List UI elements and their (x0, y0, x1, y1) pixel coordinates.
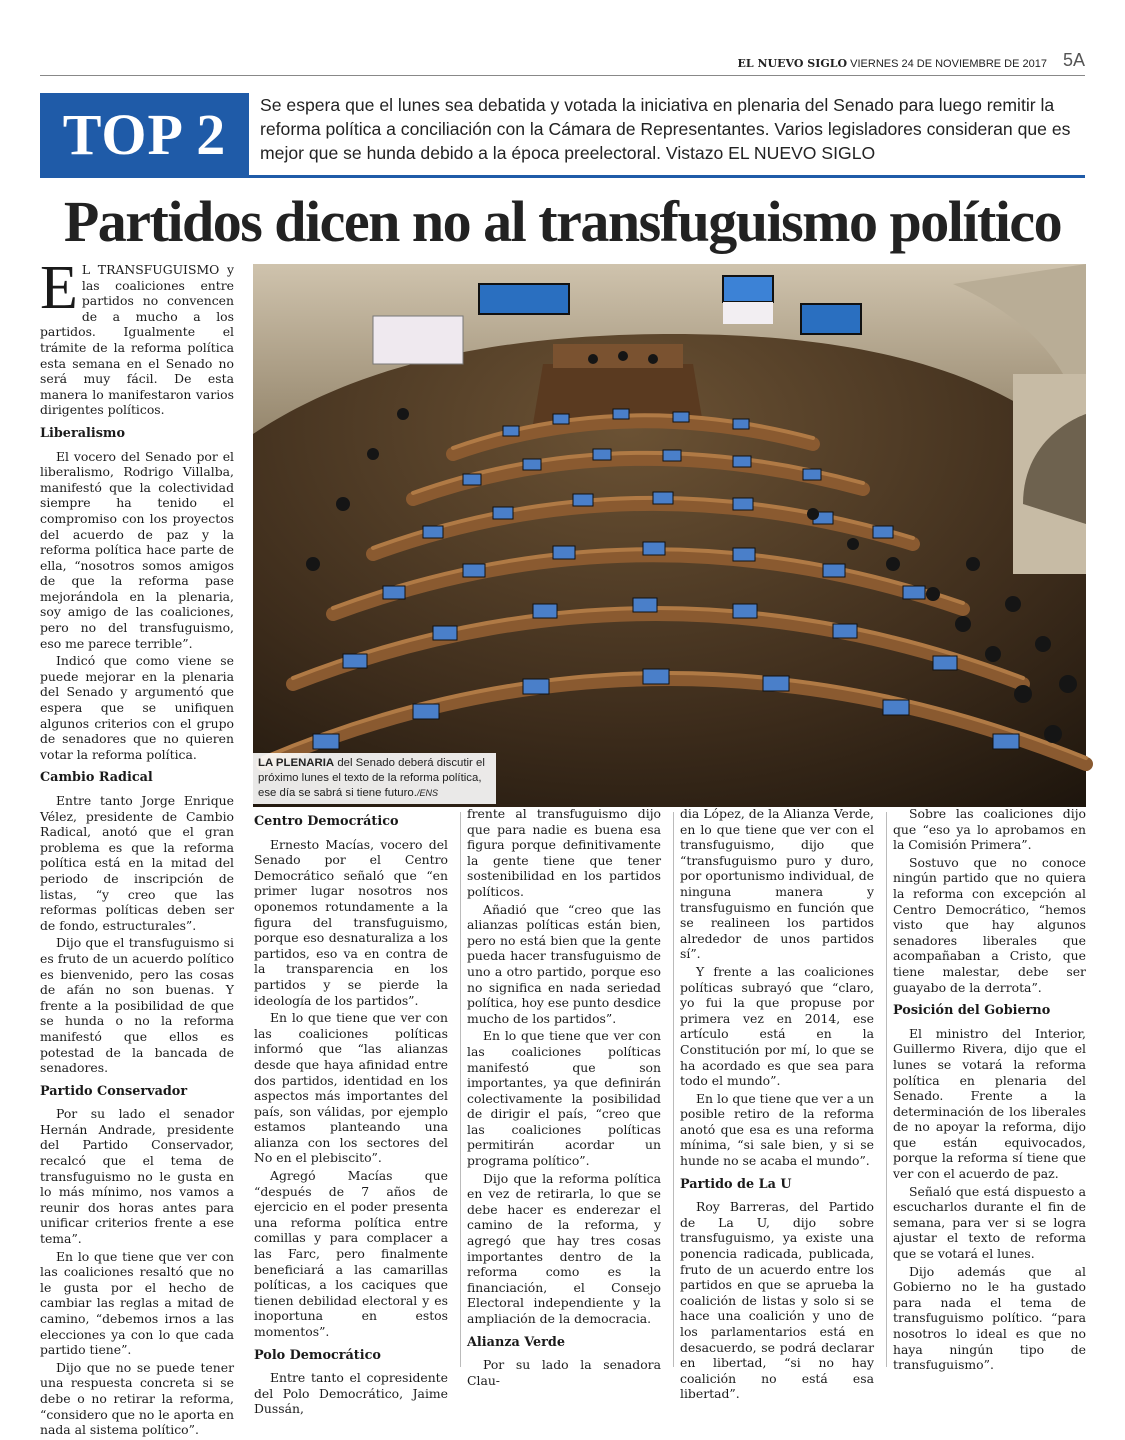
paragraph: En lo que tiene que ver con las coaliciones políticas informó que “las alianzas desde que haya afinidad entre dos partidos, identidad en los aspectos más importantes del país, son válidas, por ejemplo estamos planteando una alianza con los sectores del No en el plebiscito”. (254, 1010, 448, 1166)
headline: Partidos dicen no al transfuguismo político (63, 189, 1062, 254)
plenary-illustration (253, 264, 1086, 807)
article-column-1 (40, 254, 234, 1440)
paragraph: Dijo que no se puede tener una respuesta concreta si se debe o no retirar la reforma, “considero que no le aporta en nada al sistema político”. (40, 1359, 234, 1438)
masthead-date: VIERNES 24 DE NOVIEMBRE DE 2017 (850, 58, 1047, 70)
subhead-partido-conservador: Partido Conservador (40, 1083, 188, 1099)
paragraph: En lo que tiene que ver a un posible retiro de la reforma anotó que esa es una reforma mínima, “si sale bien, y si se hunde no se acaba el mundo”. (680, 1090, 874, 1169)
subhead-cambio-radical: Cambio Radical (40, 770, 153, 786)
lead-text: L TRANSFUGUISMO y las coaliciones entre partidos no convencen de a mucho a los partidos. Igualmente el trámite de la reforma política esta semana en el Senado no será muy fácil. De esta manera lo manifestaron varios dirigentes políticos. (40, 262, 234, 418)
paragraph: En lo que tiene que ver con las coaliciones políticas manifestó que son importantes, ya que definirán colectivamente la posibilidad de dirigir el país, “creo que las coaliciones políticas permitirán acordar un programa político”. (467, 1028, 661, 1169)
masthead-dateline (738, 57, 1047, 70)
lead-paragraph (40, 254, 234, 418)
subhead-posicion-del-gobierno: Posición del Gobierno (893, 1003, 1051, 1019)
top-label-box: TOP 2 (40, 93, 249, 176)
paragraph: Señaló que está dispuesto a escucharlos durante el fin de semana, para ver si se logra ajustar el texto de reforma que se votará el lunes. (893, 1183, 1086, 1262)
masthead (40, 50, 1085, 76)
caption-lead: LA PLENARIA (258, 757, 335, 769)
article-column-3 (467, 806, 661, 1390)
paragraph: Roy Barreras, del Partido de La U, dijo sobre transfuguismo, ya existe una ponencia radicada, publicada, fruto de un acuerdo entre los partidos en que se aprueba la coalición de listas y solo si se hace una coalición y uno de los parlamentarios está en desacuerdo, se podrá declarar en libertad, “si no hay coalición no está esa libertad”. (680, 1199, 874, 1402)
subhead-polo-democratico: Polo Democrático (254, 1347, 381, 1363)
paragraph: Ernesto Macías, vocero del Senado por el Centro Democrático señaló que “en primer lugar nosotros nos oponemos rotundamente a la figura del transfuguismo, porque eso desnaturaliza a los partidos, eso va en contra de la transparencia en los partidos y se pierde la ideología de los partidos”. (254, 836, 448, 1008)
paragraph: El vocero del Senado por el liberalismo, Rodrigo Villalba, manifestó que la colectividad siempre ha tenido el compromiso con los proyectos del acuerdo de paz y la reforma política hace parte de ella, “nosotros somos amigos de que la reforma pase mejorándola en la plenaria, soy amigo de las coaliciones, pero no del transfuguismo, eso me parece terrible”. (40, 448, 234, 651)
paragraph: Y frente a las coaliciones políticas subrayó que “claro, yo fui la que propuse por primera vez en 2014, ese artículo está en la Constitución por mí, lo que se ha acordado es que sea para todo el mundo”. (680, 963, 874, 1089)
paragraph: Por su lado el senador Hernán Andrade, presidente del Partido Conservador, recalcó que el tema de transfuguismo no le gusta en lo más mínimo, nos vamos a reunir dos horas antes para unificar criterios frente a ese tema”. (40, 1106, 234, 1247)
article-column-2 (254, 814, 448, 1419)
paragraph: Entre tanto Jorge Enrique Vélez, presidente de Cambio Radical, anotó que el gran problema es que la reforma política está en la mitad del periodo de inscripción de listas, “y creo que las reformas políticas deben ser de fondo, estructurales”. (40, 793, 234, 933)
column-divider (673, 812, 674, 1367)
paragraph: Dijo que la reforma política en vez de retirarla, lo que se debe hacer es enderezar el camino de la reforma, y agregó que hay tres cosas importantes dentro de la reforma como es la financiación, el Consejo Electoral independiente y la ampliación de la democracia. (467, 1170, 661, 1326)
caption-text: del Senado deberá discutir el próximo lunes el texto de la reforma política, ese día se sabrá si tiene futuro. (258, 757, 485, 799)
paragraph: Dijo además que al Gobierno no le ha gustado para nada el tema de transfuguismo político. “para nosotros lo ideal es que no haya ningún tipo de transfuguismo”. (893, 1263, 1086, 1373)
masthead-paper-name: EL NUEVO SIGLO (737, 57, 848, 70)
paragraph: Sobre las coaliciones dijo que “eso ya lo aprobamos en la Comisión Primera”. (893, 806, 1086, 853)
column-divider (886, 812, 887, 1367)
paragraph-continued: dia López, de la Alianza Verde, en lo que tiene que ver con el transfuguismo, dijo que “transfuguismo puro y duro, por oportunismo individual, de ninguna manera y transfuguismo en función que se realineen los partidos alrededor de unos partidos sí”. (680, 806, 874, 962)
paragraph: Añadió que “creo que las alianzas políticas están bien, pero no está bien que la gente pueda hacer transfuguismo de uno a otro partido, porque eso no significa en nada seriedad política, hoy ese punto desdice mucho de los partidos”. (467, 901, 661, 1026)
top-summary: Se espera que el lunes sea debatida y votada la iniciativa en plenaria del Senado para luego remitir la reforma política a conciliación con la Cámara de Representantes. Varios legisladores consideran que es mejor que se hunda debido a la época preelectoral. Vistazo EL NUEVO SIGLO (260, 95, 1071, 163)
paragraph: En lo que tiene que ver con las coaliciones resaltó que no le gusta por el hecho de cambiar las reglas a mitad de camino, “debemos irnos a las elecciones ya con lo que cada partido tiene”. (40, 1248, 234, 1358)
paragraph: Sostuvo que no conoce ningún partido que no quiera la reforma con excepción al Centro Democrático, “hemos visto que hay algunos senadores liberales que acompañaban a Cristo, que tiene malestar, debe ser guayabo de la derrota”. (893, 854, 1086, 995)
column-divider (460, 812, 461, 1367)
article-column-4 (680, 806, 874, 1404)
paragraph: Agregó Macías que “después de 7 años de ejercicio en el poder presenta una reforma política entre comillas y para complacer a las Farc, pero finalmente beneficiará a las camarillas políticas, a los caciques que tienen debilidad electoral y es inoportuna en estos momentos”. (254, 1168, 448, 1339)
paragraph: Entre tanto el copresidente del Polo Democrático, Jaime Dussán, (254, 1370, 448, 1417)
page-number: 5A (1062, 50, 1085, 70)
top-divider (40, 175, 1085, 178)
article-column-5 (893, 806, 1086, 1375)
senate-plenary-photo (253, 264, 1086, 807)
drop-cap: E (40, 254, 78, 322)
subhead-liberalismo: Liberalismo (40, 425, 125, 441)
paragraph-continued: frente al transfuguismo dijo que para nadie es buena esa figura porque definitivamente la gente tiene que tener sostenibilidad en los partidos políticos. (467, 806, 661, 899)
paragraph: Indicó que como viene se puede mejorar en la plenaria del Senado y argumentó que espera que se unifiquen algunos criterios con el grupo de senadores que no quieren votar la reforma política. (40, 653, 234, 762)
paragraph: El ministro del Interior, Guillermo Rivera, dijo que el lunes se votará la reforma política en plenaria del Senado. Frente a la determinación de los liberales de no apoyar la reforma, dijo que están equivocados, porque la reforma sí tiene que ver con el acuerdo de paz. (893, 1025, 1086, 1182)
paragraph: Por su lado la senadora Clau- (467, 1357, 661, 1388)
subhead-centro-democratico: Centro Democrático (254, 814, 399, 829)
photo-caption (253, 753, 496, 804)
subhead-alianza-verde: Alianza Verde (467, 1334, 565, 1350)
subhead-partido-de-la-u: Partido de La U (680, 1176, 792, 1192)
photo-credit: /ENS (416, 788, 438, 798)
paragraph: Dijo que el transfuguismo si es fruto de un acuerdo político es bienvenido, pero las cosas de afán no son buenas. Y frente a la posibilidad de que se hunda o no la reforma manifestó que ellos es potestad de la bancada de senadores. (40, 935, 234, 1076)
